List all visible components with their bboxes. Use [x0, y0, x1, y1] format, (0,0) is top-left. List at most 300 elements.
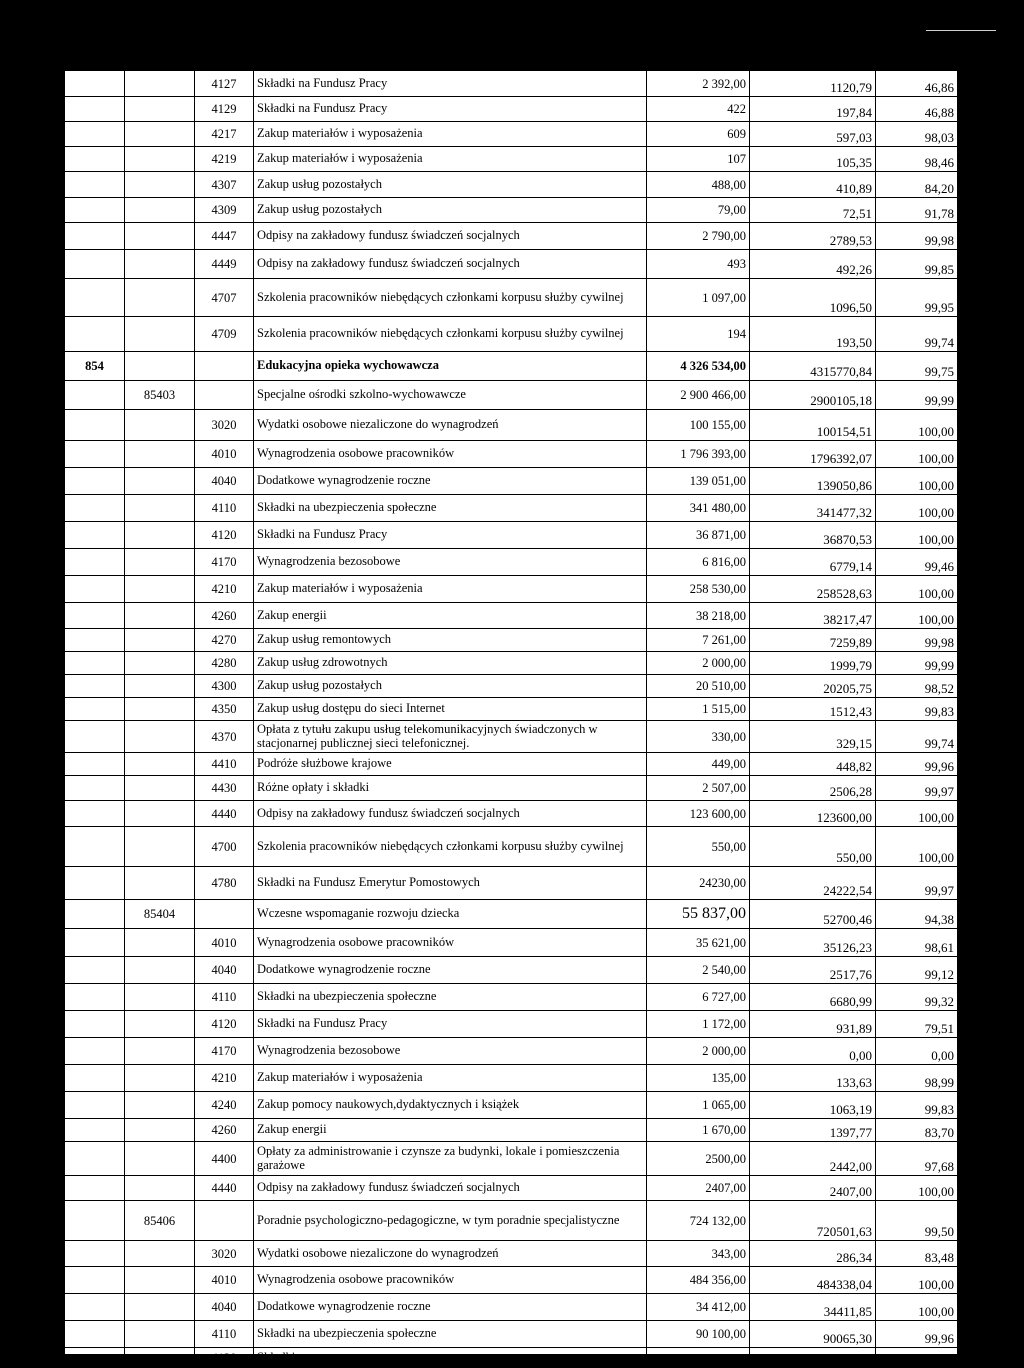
table-row [65, 317, 958, 352]
dzial-cell [65, 753, 125, 776]
description-cell: Wynagrodzenia osobowe pracowników [254, 1267, 647, 1294]
description-cell: Wczesne wspomaganie rozwoju dziecka [254, 900, 647, 929]
percent-cell: 99,74 [876, 721, 958, 753]
wykonanie-cell [750, 1348, 876, 1368]
table-row [65, 1348, 958, 1368]
paragraf-cell: 4707 [195, 279, 254, 317]
table-row [65, 522, 958, 549]
rozdzial-cell: 85403 [125, 381, 195, 410]
rozdzial-cell [125, 1241, 195, 1267]
paragraf-cell: 4260 [195, 603, 254, 629]
rozdzial-cell [125, 522, 195, 549]
description-cell: Dodatkowe wynagrodzenie roczne [254, 1294, 647, 1321]
dzial-cell [65, 381, 125, 410]
plan-cell: 24230,00 [647, 867, 750, 900]
description-cell: Edukacyjna opieka wychowawcza [254, 352, 647, 381]
table-row [65, 1092, 958, 1119]
dzial-cell [65, 410, 125, 441]
description-cell: Szkolenia pracowników niebędących członkami korpusu służby cywilnej [254, 279, 647, 317]
paragraf-cell: 4040 [195, 957, 254, 984]
description-cell: Zakup usług dostępu do sieci Internet [254, 698, 647, 721]
percent-cell: 99,99 [876, 381, 958, 410]
percent-cell: 100,00 [876, 576, 958, 603]
wykonanie-cell: 286,34 [750, 1241, 876, 1267]
description-cell: Odpisy na zakładowy fundusz świadczeń socjalnych [254, 801, 647, 827]
table-row [65, 721, 958, 753]
wykonanie-cell: 720501,63 [750, 1201, 876, 1241]
table-row [65, 1201, 958, 1241]
rozdzial-cell: 85406 [125, 1201, 195, 1241]
rozdzial-cell [125, 1267, 195, 1294]
wykonanie-cell: 1796392,07 [750, 441, 876, 468]
dzial-cell [65, 250, 125, 279]
rozdzial-cell [125, 279, 195, 317]
rozdzial-cell [125, 1142, 195, 1176]
paragraf-cell: 4270 [195, 629, 254, 652]
paragraf-cell: 4120 [195, 522, 254, 549]
paragraf-cell: 4240 [195, 1092, 254, 1119]
percent-cell: 0,00 [876, 1038, 958, 1065]
rozdzial-cell: 85404 [125, 900, 195, 929]
wykonanie-cell: 2506,28 [750, 776, 876, 801]
description-cell: Składki na Fundusz Pracy [254, 1011, 647, 1038]
paragraf-cell: 4700 [195, 827, 254, 867]
table-row [65, 1065, 958, 1092]
dzial-cell [65, 147, 125, 172]
dzial-cell [65, 122, 125, 147]
plan-cell: 107 [647, 147, 750, 172]
wykonanie-cell: 448,82 [750, 753, 876, 776]
rozdzial-cell [125, 352, 195, 381]
dzial-cell [65, 223, 125, 250]
rozdzial-cell [125, 495, 195, 522]
dzial-cell [65, 801, 125, 827]
percent-cell: 100,00 [876, 495, 958, 522]
plan-cell: 35 621,00 [647, 929, 750, 957]
dzial-cell [65, 603, 125, 629]
paragraf-cell: 4370 [195, 721, 254, 753]
rozdzial-cell [125, 753, 195, 776]
rozdzial-cell [125, 675, 195, 698]
paragraf-cell: 4350 [195, 698, 254, 721]
dzial-cell [65, 1038, 125, 1065]
plan-cell: 2 000,00 [647, 652, 750, 675]
paragraf-cell: 4210 [195, 576, 254, 603]
description-cell: Opłaty za administrowanie i czynsze za budynki, lokale i pomieszczenia garażowe [254, 1142, 647, 1176]
table-row [65, 172, 958, 198]
percent-cell: 99,96 [876, 1321, 958, 1348]
wykonanie-cell: 2407,00 [750, 1176, 876, 1201]
table-row [65, 410, 958, 441]
dzial-cell [65, 827, 125, 867]
dzial-cell [65, 522, 125, 549]
plan-cell: 123 600,00 [647, 801, 750, 827]
paragraf-cell: 4210 [195, 1065, 254, 1092]
description-cell: Składki na ubezpieczenia społeczne [254, 1321, 647, 1348]
plan-cell: 2 540,00 [647, 957, 750, 984]
table-row [65, 576, 958, 603]
dzial-cell [65, 957, 125, 984]
description-cell: Składki na Fundusz Pracy [254, 97, 647, 122]
plan-cell: 550,00 [647, 827, 750, 867]
description-cell: Specjalne ośrodki szkolno-wychowawcze [254, 381, 647, 410]
percent-cell: 99,85 [876, 250, 958, 279]
paragraf-cell [195, 1201, 254, 1241]
rozdzial-cell [125, 198, 195, 223]
table-row [65, 97, 958, 122]
rozdzial-cell [125, 468, 195, 495]
plan-cell: 194 [647, 317, 750, 352]
rozdzial-cell [125, 576, 195, 603]
description-cell: Wydatki osobowe niezaliczone do wynagrodzeń [254, 410, 647, 441]
percent-cell: 84,20 [876, 172, 958, 198]
dzial-cell [65, 1241, 125, 1267]
wykonanie-cell: 341477,32 [750, 495, 876, 522]
plan-cell: 341 480,00 [647, 495, 750, 522]
dzial-cell [65, 97, 125, 122]
wykonanie-cell: 1397,77 [750, 1119, 876, 1142]
table-row [65, 827, 958, 867]
percent-cell: 99,98 [876, 629, 958, 652]
percent-cell: 79,51 [876, 1011, 958, 1038]
wykonanie-cell: 139050,86 [750, 468, 876, 495]
wykonanie-cell: 193,50 [750, 317, 876, 352]
plan-cell: 90 100,00 [647, 1321, 750, 1348]
description-cell: Składki na Fundusz Emerytur Pomostowych [254, 867, 647, 900]
dzial-cell [65, 867, 125, 900]
top-rule [926, 30, 996, 31]
rozdzial-cell [125, 1321, 195, 1348]
paragraf-cell: 4440 [195, 1176, 254, 1201]
rozdzial-cell [125, 172, 195, 198]
wykonanie-cell: 484338,04 [750, 1267, 876, 1294]
plan-cell: 1 670,00 [647, 1119, 750, 1142]
description-cell: Wynagrodzenia osobowe pracowników [254, 441, 647, 468]
dzial-cell [65, 576, 125, 603]
paragraf-cell: 4219 [195, 147, 254, 172]
rozdzial-cell [125, 827, 195, 867]
description-cell: Wynagrodzenia bezosobowe [254, 549, 647, 576]
percent-cell: 94,38 [876, 900, 958, 929]
percent-cell: 100,00 [876, 441, 958, 468]
paragraf-cell: 4110 [195, 984, 254, 1011]
wykonanie-cell: 0,00 [750, 1038, 876, 1065]
description-cell: Zakup energii [254, 1119, 647, 1142]
table-row [65, 1294, 958, 1321]
paragraf-cell: 4709 [195, 317, 254, 352]
wykonanie-cell: 410,89 [750, 172, 876, 198]
description-cell: Odpisy na zakładowy fundusz świadczeń socjalnych [254, 223, 647, 250]
dzial-cell [65, 1267, 125, 1294]
table-row [65, 957, 958, 984]
wykonanie-cell: 7259,89 [750, 629, 876, 652]
table-row [65, 603, 958, 629]
paragraf-cell: 4010 [195, 929, 254, 957]
wykonanie-cell: 123600,00 [750, 801, 876, 827]
table-row [65, 147, 958, 172]
percent-cell: 83,70 [876, 1119, 958, 1142]
paragraf-cell [195, 381, 254, 410]
description-cell: Poradnie psychologiczno-pedagogiczne, w tym poradnie specjalistyczne [254, 1201, 647, 1241]
paragraf-cell: 4040 [195, 468, 254, 495]
plan-cell: 2 900 466,00 [647, 381, 750, 410]
percent-cell: 99,50 [876, 1201, 958, 1241]
wykonanie-cell: 105,35 [750, 147, 876, 172]
plan-cell: 1 796 393,00 [647, 441, 750, 468]
table-row [65, 549, 958, 576]
table-row [65, 1142, 958, 1176]
wykonanie-cell: 1063,19 [750, 1092, 876, 1119]
table-row [65, 929, 958, 957]
plan-cell: 724 132,00 [647, 1201, 750, 1241]
plan-cell: 449,00 [647, 753, 750, 776]
paragraf-cell: 4440 [195, 801, 254, 827]
description-cell: Zakup materiałów i wyposażenia [254, 1065, 647, 1092]
rozdzial-cell [125, 1119, 195, 1142]
description-cell: Składki na Fundusz Pracy [254, 71, 647, 97]
description-cell: Składki na ubezpieczenia społeczne [254, 984, 647, 1011]
plan-cell: 1 065,00 [647, 1092, 750, 1119]
rozdzial-cell [125, 652, 195, 675]
dzial-cell [65, 900, 125, 929]
plan-cell: 2 507,00 [647, 776, 750, 801]
plan-cell: 100 155,00 [647, 410, 750, 441]
wykonanie-cell: 72,51 [750, 198, 876, 223]
paragraf-cell: 4307 [195, 172, 254, 198]
percent-cell: 99,32 [876, 984, 958, 1011]
dzial-cell [65, 172, 125, 198]
description-cell: Zakup usług remontowych [254, 629, 647, 652]
paragraf-cell: 4260 [195, 1119, 254, 1142]
rozdzial-cell [125, 441, 195, 468]
paragraf-cell: 4400 [195, 1142, 254, 1176]
table-row [65, 1176, 958, 1201]
table-row [65, 776, 958, 801]
wykonanie-cell: 1999,79 [750, 652, 876, 675]
percent-cell: 98,46 [876, 147, 958, 172]
wykonanie-cell: 1120,79 [750, 71, 876, 97]
description-cell: Różne opłaty i składki [254, 776, 647, 801]
plan-cell: 6 816,00 [647, 549, 750, 576]
table-row [65, 1011, 958, 1038]
description-cell: Składki na Fundusz Pracy [254, 522, 647, 549]
table-row [65, 198, 958, 223]
percent-cell: 97,68 [876, 1142, 958, 1176]
paragraf-cell: 4410 [195, 753, 254, 776]
plan-cell: 7 261,00 [647, 629, 750, 652]
percent-cell: 91,78 [876, 198, 958, 223]
wykonanie-cell: 52700,46 [750, 900, 876, 929]
dzial-cell [65, 198, 125, 223]
description-cell: Odpisy na zakładowy fundusz świadczeń socjalnych [254, 1176, 647, 1201]
plan-cell: 2500,00 [647, 1142, 750, 1176]
paragraf-cell: 4280 [195, 652, 254, 675]
paragraf-cell: 4217 [195, 122, 254, 147]
dzial-cell [65, 317, 125, 352]
description-cell: Opłata z tytułu zakupu usług telekomunikacyjnych świadczonych w stacjonarnej publicznej sieci telefonicznej. [254, 721, 647, 753]
wykonanie-cell: 6680,99 [750, 984, 876, 1011]
dzial-cell [65, 629, 125, 652]
percent-cell: 100,00 [876, 1267, 958, 1294]
description-cell: Wynagrodzenia bezosobowe [254, 1038, 647, 1065]
rozdzial-cell [125, 317, 195, 352]
wykonanie-cell: 2442,00 [750, 1142, 876, 1176]
paragraf-cell: 4780 [195, 867, 254, 900]
table-row [65, 1241, 958, 1267]
percent-cell: 99,98 [876, 223, 958, 250]
paragraf-cell: 4447 [195, 223, 254, 250]
paragraf-cell: 4120 [195, 1011, 254, 1038]
wykonanie-cell: 258528,63 [750, 576, 876, 603]
table-row [65, 495, 958, 522]
table-row [65, 122, 958, 147]
table-row [65, 867, 958, 900]
percent-cell: 98,03 [876, 122, 958, 147]
description-cell: Zakup usług pozostałych [254, 675, 647, 698]
paragraf-cell: 4449 [195, 250, 254, 279]
description-cell: Szkolenia pracowników niebędących członkami korpusu służby cywilnej [254, 317, 647, 352]
rozdzial-cell [125, 250, 195, 279]
wykonanie-cell: 35126,23 [750, 929, 876, 957]
rozdzial-cell [125, 698, 195, 721]
dzial-cell [65, 468, 125, 495]
wykonanie-cell: 24222,54 [750, 867, 876, 900]
dzial-cell [65, 1142, 125, 1176]
rozdzial-cell [125, 1092, 195, 1119]
wykonanie-cell: 2517,76 [750, 957, 876, 984]
table-row [65, 984, 958, 1011]
dzial-cell [65, 441, 125, 468]
plan-cell: 55 837,00 [647, 900, 750, 929]
wykonanie-cell: 2900105,18 [750, 381, 876, 410]
description-cell: Szkolenia pracowników niebędących członkami korpusu służby cywilnej [254, 827, 647, 867]
plan-cell: 135,00 [647, 1065, 750, 1092]
rozdzial-cell [125, 867, 195, 900]
table-row [65, 1321, 958, 1348]
wykonanie-cell: 1512,43 [750, 698, 876, 721]
percent-cell: 98,61 [876, 929, 958, 957]
dzial-cell [65, 1092, 125, 1119]
description-cell: Zakup usług zdrowotnych [254, 652, 647, 675]
wykonanie-cell: 1096,50 [750, 279, 876, 317]
table-row [65, 1038, 958, 1065]
paragraf-cell: 4430 [195, 776, 254, 801]
budget-table-body [65, 71, 958, 1368]
percent-cell: 46,86 [876, 71, 958, 97]
percent-cell: 100,00 [876, 1294, 958, 1321]
wykonanie-cell: 931,89 [750, 1011, 876, 1038]
plan-cell: 139 051,00 [647, 468, 750, 495]
dzial-cell [65, 549, 125, 576]
description-cell: Dodatkowe wynagrodzenie roczne [254, 957, 647, 984]
dzial-cell [65, 495, 125, 522]
table-row [65, 629, 958, 652]
rozdzial-cell [125, 1348, 195, 1368]
percent-cell: 99,95 [876, 279, 958, 317]
rozdzial-cell [125, 1065, 195, 1092]
wykonanie-cell: 329,15 [750, 721, 876, 753]
paragraf-cell: 4129 [195, 97, 254, 122]
table-row [65, 652, 958, 675]
plan-cell: 2 000,00 [647, 1038, 750, 1065]
rozdzial-cell [125, 1011, 195, 1038]
percent-cell: 99,46 [876, 549, 958, 576]
percent-cell: 100,00 [876, 827, 958, 867]
percent-cell: 99,75 [876, 352, 958, 381]
rozdzial-cell [125, 1294, 195, 1321]
dzial-cell [65, 1176, 125, 1201]
paragraf-cell: 3020 [195, 410, 254, 441]
percent-cell: 99,97 [876, 867, 958, 900]
table-row [65, 71, 958, 97]
table-row [65, 250, 958, 279]
description-cell: Zakup usług pozostałych [254, 198, 647, 223]
paragraf-cell: 4309 [195, 198, 254, 223]
wykonanie-cell: 20205,75 [750, 675, 876, 698]
wykonanie-cell: 133,63 [750, 1065, 876, 1092]
percent-cell: 99,99 [876, 652, 958, 675]
wykonanie-cell: 90065,30 [750, 1321, 876, 1348]
rozdzial-cell [125, 721, 195, 753]
paragraf-cell: 4110 [195, 495, 254, 522]
percent-cell: 100,00 [876, 522, 958, 549]
description-cell: Zakup energii [254, 603, 647, 629]
dzial-cell [65, 675, 125, 698]
wykonanie-cell: 492,26 [750, 250, 876, 279]
rozdzial-cell [125, 957, 195, 984]
paragraf-cell: 4300 [195, 675, 254, 698]
dzial-cell [65, 1065, 125, 1092]
wykonanie-cell: 197,84 [750, 97, 876, 122]
plan-cell: 493 [647, 250, 750, 279]
paragraf-cell [195, 900, 254, 929]
description-cell: Składki na ubezpieczenia społeczne [254, 495, 647, 522]
percent-cell: 99,97 [876, 776, 958, 801]
description-cell: Wydatki osobowe niezaliczone do wynagrodzeń [254, 1241, 647, 1267]
percent-cell: 100,00 [876, 801, 958, 827]
rozdzial-cell [125, 223, 195, 250]
rozdzial-cell [125, 1176, 195, 1201]
dzial-cell [65, 1119, 125, 1142]
rozdzial-cell [125, 549, 195, 576]
description-cell: Wynagrodzenia osobowe pracowników [254, 929, 647, 957]
paragraf-cell: 4110 [195, 1321, 254, 1348]
table-row [65, 441, 958, 468]
percent-cell: 98,99 [876, 1065, 958, 1092]
plan-cell: 34 412,00 [647, 1294, 750, 1321]
description-cell: Zakup materiałów i wyposażenia [254, 122, 647, 147]
percent-cell: 99,74 [876, 317, 958, 352]
table-row [65, 675, 958, 698]
plan-cell: 609 [647, 122, 750, 147]
description-cell: Dodatkowe wynagrodzenie roczne [254, 468, 647, 495]
plan-cell: 1 515,00 [647, 698, 750, 721]
table-row [65, 1119, 958, 1142]
rozdzial-cell [125, 603, 195, 629]
wykonanie-cell: 34411,85 [750, 1294, 876, 1321]
percent-cell: 100,00 [876, 468, 958, 495]
table-row [65, 900, 958, 929]
table-row [65, 279, 958, 317]
dzial-cell [65, 776, 125, 801]
description-cell: Odpisy na zakładowy fundusz świadczeń socjalnych [254, 250, 647, 279]
plan-cell: 20 510,00 [647, 675, 750, 698]
table-row [65, 468, 958, 495]
plan-cell: 79,00 [647, 198, 750, 223]
paragraf-cell: 4120 [195, 1348, 254, 1368]
rozdzial-cell [125, 629, 195, 652]
table-row [65, 698, 958, 721]
